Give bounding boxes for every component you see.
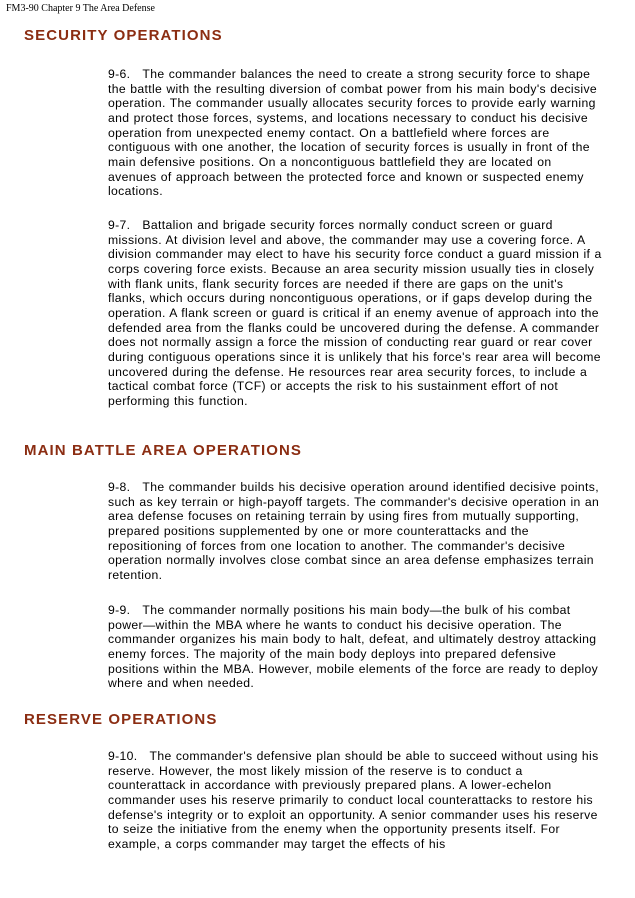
section-heading-security-operations: SECURITY OPERATIONS xyxy=(24,27,223,44)
section-heading-reserve-operations: RESERVE OPERATIONS xyxy=(24,711,218,728)
paragraph-9-8 xyxy=(108,480,604,583)
paragraph-text: The commander's defensive plan should be able to succeed without using his reserve. However, the most likely mission of the reserve is to conduct a counterattack in accordance with previously prepared plans. A lower-echelon commander uses his reserve primarily to conduct local counterattacks to restore his defense's integrity or to exploit an opportunity. A senior commander uses his reserve to seize the initiative from the enemy when the opportunity presents itself. For example, a corps commander may target the effects of his xyxy=(108,749,599,851)
paragraph-number: 9-9. xyxy=(108,603,131,617)
paragraph-number: 9-6. xyxy=(108,67,131,81)
paragraph-9-7 xyxy=(108,218,604,409)
running-header: FM3-90 Chapter 9 The Area Defense xyxy=(6,3,155,14)
paragraph-number: 9-7. xyxy=(108,218,131,232)
paragraph-text: The commander builds his decisive operation around identified decisive points, such as key terrain or high-payoff targets. The commander's decisive operation in an area defense focuses on retaining terrain by using fires from mutually supporting, prepared positions supplemented by one or more counterattacks and the repositioning of forces from one location to another. The commander's decisive operation normally involves close combat since an area defense emphasizes terrain retention. xyxy=(108,480,600,582)
paragraph-number: 9-8. xyxy=(108,480,131,494)
paragraph-9-10 xyxy=(108,749,604,852)
paragraph-text: The commander balances the need to create a strong security force to shape the battle with the resulting diversion of combat power from his main body's decisive operation. The commander usually allocates security forces to provide early warning and protect those forces, systems, and locations necessary to conduct his decisive operation from unexpected enemy contact. On a battlefield where forces are contiguous with one another, the location of security forces is usually in front of the main defensive positions. On a noncontiguous battlefield they are located on avenues of approach between the protected force and known or suspected enemy locations. xyxy=(108,67,598,199)
paragraph-9-6 xyxy=(108,67,604,199)
paragraph-9-9 xyxy=(108,603,604,691)
paragraph-text: The commander normally positions his main body—the bulk of his combat power—within the MBA where he wants to conduct his decisive operation. The commander organizes his main body to halt, defeat, and ultimately destroy attacking enemy forces. The majority of the main body deploys into prepared defensive positions within the MBA. However, mobile elements of the force are ready to deploy where and when needed. xyxy=(108,603,599,691)
section-heading-main-battle-area-operations: MAIN BATTLE AREA OPERATIONS xyxy=(24,442,303,459)
paragraph-text: Battalion and brigade security forces normally conduct screen or guard missions. At division level and above, the commander may use a covering force. A division commander may elect to have his security force conduct a guard mission if a corps covering force exists. Because an area security mission usually ties in closely with flank units, flank security forces are needed if there are gaps on the unit's flanks, which occurs during noncontiguous operations, or if gaps develop during the operation. A flank screen or guard is critical if an enemy avenue of approach into the defended area from the flanks could be uncovered during the defense. A commander does not normally assign a force the mission of conducting rear guard or rear cover during contiguous operations since it is unlikely that his force's rear area will become uncovered during the defense. He resources rear area security forces, to include a tactical combat force (TCF) or accepts the risk to his sustainment effort of not performing this function. xyxy=(108,218,602,408)
paragraph-number: 9-10. xyxy=(108,749,138,763)
